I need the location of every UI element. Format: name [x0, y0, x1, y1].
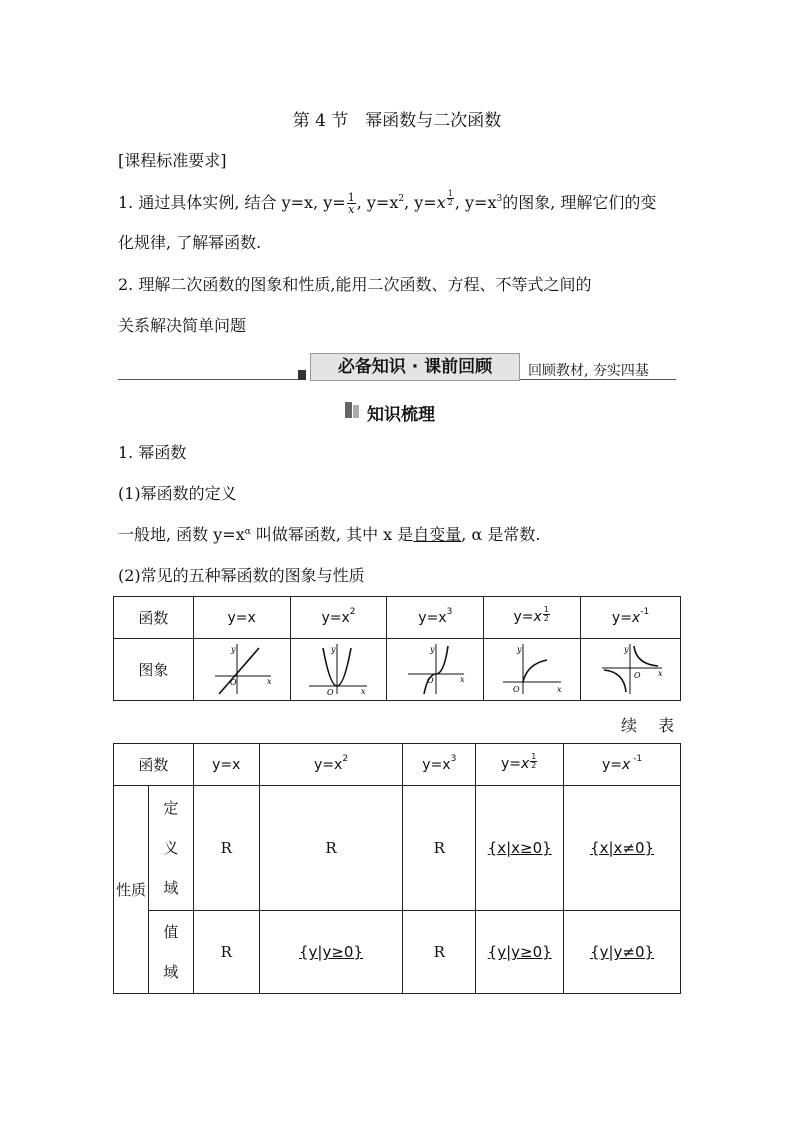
svg-text:x: x — [657, 668, 663, 678]
func-cell: $y=x^2$ — [259, 744, 403, 786]
properties-table — [113, 743, 681, 994]
svg-text:O: O — [229, 677, 237, 687]
knowledge-heading: 知识梳理 — [367, 405, 435, 425]
continued-label: 续 表 — [621, 716, 683, 735]
func-cell: $y=x^{-1}$ — [581, 597, 681, 639]
graph-linear — [193, 639, 290, 701]
func-cell: $y=x^3$ — [387, 597, 484, 639]
svg-text:y: y — [331, 644, 336, 654]
svg-text:O: O — [633, 670, 641, 680]
section-1-heading: 1. 幂函数 — [118, 443, 187, 462]
domain-cell: R — [259, 786, 403, 911]
row-label-function: 函数 — [114, 597, 194, 639]
svg-text:y: y — [623, 644, 629, 654]
func-cell: y=x — [193, 744, 259, 786]
fraction: $\frac{1}{x}$ — [347, 191, 355, 216]
func-cell: y=x $^{\frac{1}{2}}$ — [484, 597, 581, 639]
domain-cell: {x|x≠0} — [564, 786, 681, 911]
domain-cell: R — [193, 786, 259, 911]
row-label-range: 值 域 — [148, 911, 193, 994]
domain-cell: R — [403, 786, 476, 911]
svg-text:y: y — [517, 644, 522, 654]
func-cell: y=x $^{\frac{1}{2}}$ — [476, 744, 564, 786]
row-label-graph: 图象 — [114, 639, 194, 701]
row-label-property: 性质 — [114, 786, 149, 994]
domain-cell: {x|x≥0} — [476, 786, 564, 911]
requirement-2-line-1: 2. 理解二次函数的图象和性质,能用二次函数、方程、不等式之间的 — [118, 275, 592, 294]
bookmark-icon — [345, 402, 359, 418]
requirement-1-line-1: 1. 通过具体实例, 结合 y=x, y= $\frac{1}{x}$ , $y=x^2$, y=x $^{\frac{1}{2}}$ , $y=x^3$的图象, 理解它们的变 — [118, 189, 657, 216]
graph-square — [290, 639, 387, 701]
func-cell: $y=x^2$ — [290, 597, 387, 639]
svg-text:y: y — [430, 644, 435, 654]
range-cell: R — [403, 911, 476, 994]
range-cell: {y|y≥0} — [476, 911, 564, 994]
requirement-2-line-2: 关系解决简单问题 — [118, 316, 247, 335]
requirement-1-line-2: 化规律, 了解幂函数. — [118, 233, 262, 252]
svg-text:x: x — [557, 684, 562, 694]
definition-text: 一般地, 函数 $y=x^\alpha$ 叫做幂函数, 其中 x 是自变量, α 是常数. — [118, 525, 541, 544]
svg-text:O: O — [427, 675, 434, 685]
banner-rule-left — [118, 379, 298, 380]
section-1-1-heading: (1)幂函数的定义 — [118, 484, 237, 503]
section-banner: 必备知识 · 课前回顾 — [310, 353, 520, 381]
row-label-domain: 定 义 域 — [148, 786, 193, 911]
svg-text:x: x — [460, 674, 465, 684]
banner-mark — [298, 370, 306, 380]
func-cell: y=x — [193, 597, 290, 639]
svg-text:O: O — [327, 687, 335, 696]
section-1-2-heading: (2)常见的五种幂函数的图象与性质 — [118, 566, 365, 585]
graph-cube — [387, 639, 484, 701]
range-cell: {y|y≥0} — [259, 911, 403, 994]
graph-reciprocal — [581, 639, 681, 701]
func-cell: y=x $^{-1}$ — [564, 744, 681, 786]
func-cell: $y=x^3$ — [403, 744, 476, 786]
svg-text:x: x — [361, 686, 366, 696]
graph-sqrt — [484, 639, 581, 701]
svg-text:y: y — [230, 644, 236, 654]
header-function: 函数 — [114, 744, 194, 786]
requirements-label: [课程标准要求] — [118, 151, 227, 170]
svg-text:O: O — [513, 684, 520, 694]
section-banner-subtitle: 回顾教材, 夯实四基 — [528, 363, 649, 379]
graphs-table — [113, 596, 681, 701]
range-cell: R — [193, 911, 259, 994]
range-cell: {y|y≠0} — [564, 911, 681, 994]
page-title: 第 4 节 幂函数与二次函数 — [292, 111, 502, 131]
svg-text:x: x — [266, 676, 272, 686]
